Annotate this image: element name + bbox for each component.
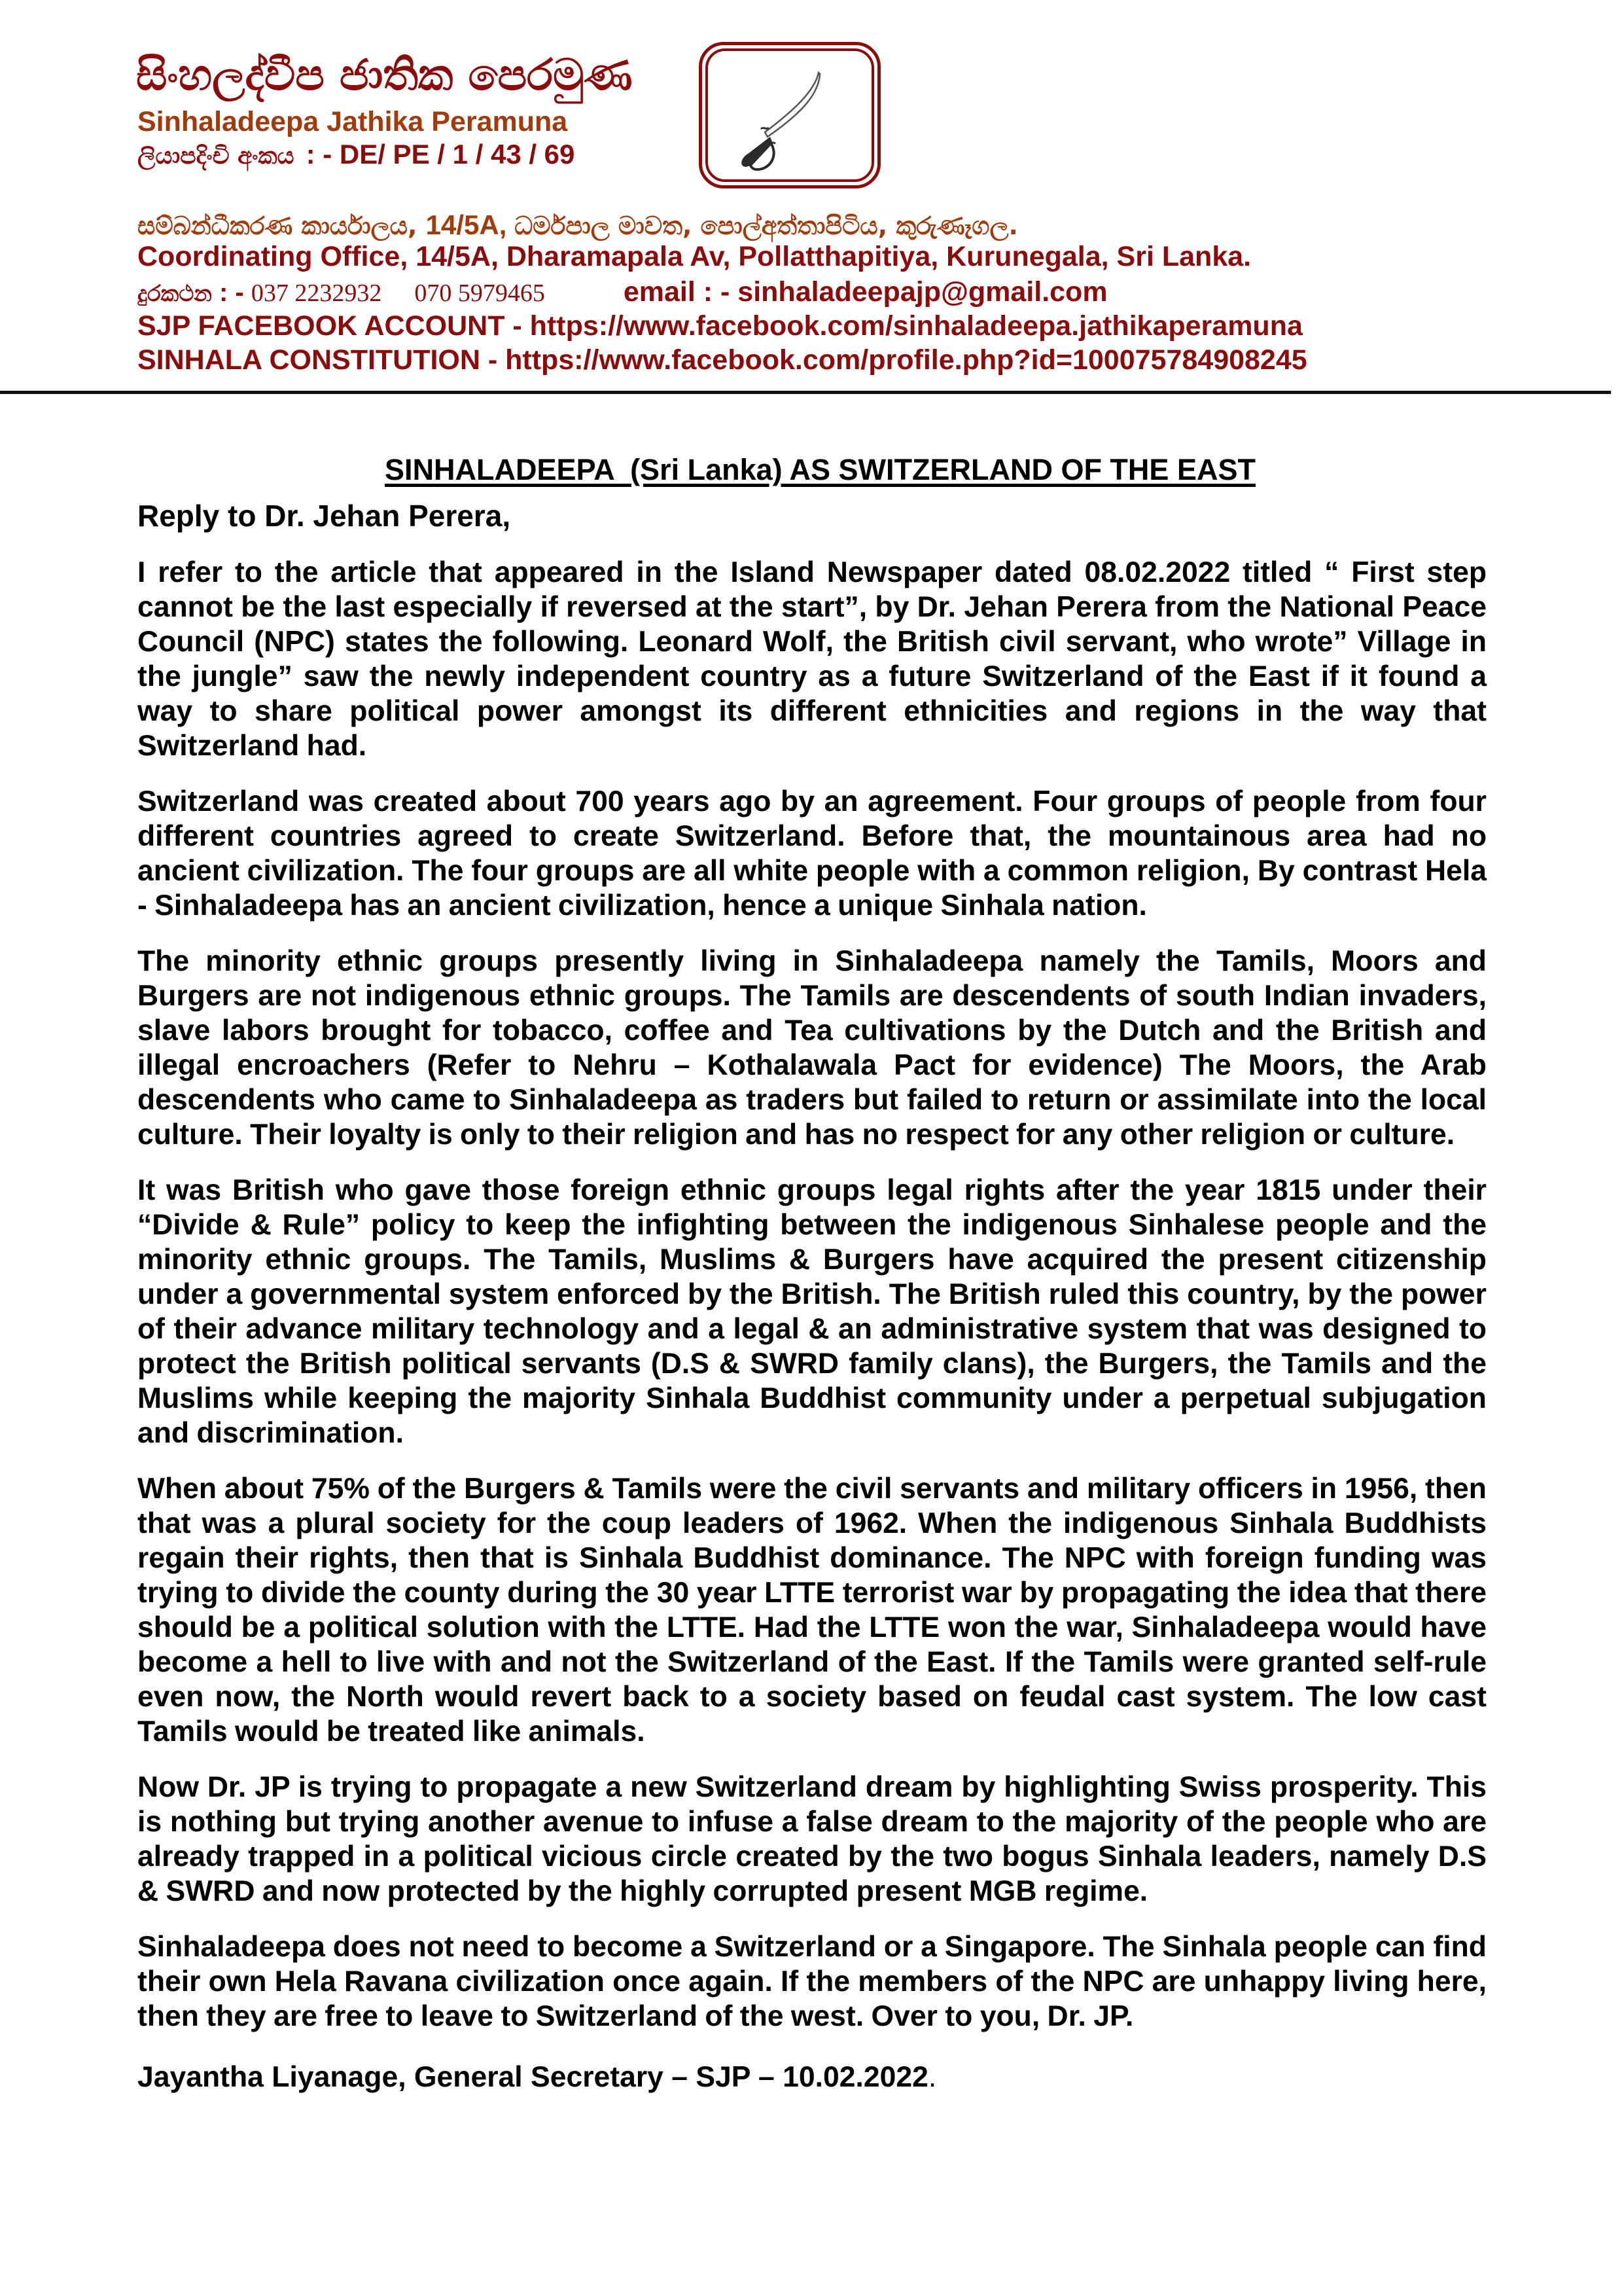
phone-number-2: 070 5979465 xyxy=(414,279,545,307)
letter-body xyxy=(137,555,1487,2094)
body-paragraph: It was British who gave those foreign ethnic groups legal rights after the year 1815 under their “Divide & Rule” policy to keep the infighting between the indigenous Sinhalese people and the minority ethnic groups. The Tamils, Muslims & Burgers have acquired the present citizenship under a governmental system enforced by the British. The British ruled this country, by the power of their advance military technology and a legal & an administrative system that was designed to protect the British political servants (D.S & SWRD family clans), the Burgers, the Tamils and the Muslims while keeping the majority Sinhala Buddhist community under a perpetual subjugation and discrimination. xyxy=(137,1174,1487,1449)
body-paragraph: I refer to the article that appeared in the Island Newspaper dated 08.02.2022 titled “ First step cannot be the last especially if reversed at the start”, by Dr. Jehan Perera from the National Peace Council (NPC) states the following. Leonard Wolf, the British civil servant, who wrote” Village in the jungle” saw the newly independent country as a future Switzerland of the East if it found a way to share political power amongst its different ethnicities and regions in the way that Switzerland had. xyxy=(137,556,1487,762)
address-number: 14/5A, xyxy=(425,209,515,240)
body-paragraph: The minority ethnic groups presently living in Sinhaladeepa namely the Tamils, Moors and Burgers are not indigenous ethnic groups. The Tamils are descendents of south Indian invaders, slave labors brought for tobacco, coffee and Tea cultivations by the Dutch and the British and illegal encroachers (Refer to Nehru – Kothalawala Pact for evidence) The Moors, the Arab descendents who came to Sinhaladeepa as traders but failed to return or assimilate into the local culture. Their loyalty is only to their religion and has no respect for any other religion or culture. xyxy=(137,945,1487,1151)
salutation: Reply to Dr. Jehan Perera, xyxy=(137,499,511,533)
phone-number-1: 037 2232932 xyxy=(251,279,382,307)
constitution-label: SINHALA CONSTITUTION - xyxy=(137,344,506,376)
party-logo xyxy=(699,42,881,188)
email-label: email : - xyxy=(623,276,738,308)
constitution-line xyxy=(137,343,1307,377)
sword-icon xyxy=(702,45,877,185)
contact-line xyxy=(137,275,1108,311)
phone-label: දුරකථන xyxy=(137,281,212,307)
email-address[interactable]: sinhaladeepajp@gmail.com xyxy=(737,276,1108,308)
body-paragraph: Sinhaladeepa does not need to become a Switzerland or a Singapore. The Sinhala people can find their own Hela Ravana civilization once again. If the members of the NPC are unhappy living here, then they are free to leave to Switzerland of the west. Over to you, Dr. JP. xyxy=(137,1931,1487,2032)
body-paragraph: When about 75% of the Burgers & Tamils were the civil servants and military officers in 1956, then that was a plural society for the coup leaders of 1962. When the indigenous Sinhala Buddhists regain their rights, then that is Sinhala Buddhist dominance. The NPC with foreign funding was trying to divide the county during the 30 year LTTE terrorist war by propagating the idea that there should be a political solution with the LTTE. Had the LTTE won the war, Sinhaladeepa would have become a hell to live with and not the Switzerland of the East. If the Tamils were granted self-rule even now, the North would revert back to a society based on feudal cast system. The low cast Tamils would be treated like animals. xyxy=(137,1473,1487,1748)
signature-line xyxy=(137,2060,1487,2094)
signature-text: Jayantha Liyanage, General Secretary – SJP – 10.02.2022 xyxy=(137,2061,928,2093)
org-name-sinhala: සිංහලද්වීප ජාතික පෙරමුණ xyxy=(136,50,633,100)
phone-separator: : - xyxy=(211,278,251,307)
address-sinhala-part: සම්බන්ධීකරණ කාර්යාලය, xyxy=(137,211,426,240)
body-paragraph: Switzerland was created about 700 years ago by an agreement. Four groups of people from four different countries agreed to create Switzerland. Before that, the mountainous area had no ancient civilization. The four groups are all white people with a common religion, By contrast Hela - Sinhaladeepa has an ancient civilization, hence a unique Sinhala nation. xyxy=(137,785,1487,922)
address-english: Coordinating Office, 14/5A, Dharamapala Av, Pollatthapitiya, Kurunegala, Sri Lanka. xyxy=(137,241,1252,272)
signature-period: . xyxy=(928,2061,937,2093)
registration-number: : - DE/ PE / 1 / 43 / 69 xyxy=(306,139,575,170)
document-title xyxy=(0,415,1624,488)
header-divider xyxy=(0,391,1611,394)
facebook-line xyxy=(137,309,1303,343)
address-sinhala xyxy=(137,208,1018,243)
registration-label: ලියාපදිංචි අංකය xyxy=(137,143,294,170)
facebook-label: SJP FACEBOOK ACCOUNT - xyxy=(137,310,530,342)
body-paragraph: Now Dr. JP is trying to propagate a new Switzerland dream by highlighting Swiss prosperity. This is nothing but trying another avenue to infuse a false dream to the majority of the people who are already trapped in a political vicious circle created by the two bogus Sinhala leaders, namely D.S & SWRD and now protected by the highly corrupted present MGB regime. xyxy=(137,1771,1487,1907)
registration-line xyxy=(137,135,574,176)
org-name-english: Sinhaladeepa Jathika Peramuna xyxy=(137,106,568,137)
address-sinhala-part: ධර්මපාල මාවත, පොල්අත්තාපිටිය, කුරුණෑගල. xyxy=(514,211,1018,240)
document-title-text: SINHALADEEPA (Sri Lanka) AS SWITZERLAND OF THE EAST xyxy=(385,453,1256,486)
letterhead xyxy=(0,0,1624,399)
constitution-link[interactable]: https://www.facebook.com/profile.php?id=100075784908245 xyxy=(505,344,1307,376)
facebook-link[interactable]: https://www.facebook.com/sinhaladeepa.jathikaperamuna xyxy=(529,310,1303,342)
